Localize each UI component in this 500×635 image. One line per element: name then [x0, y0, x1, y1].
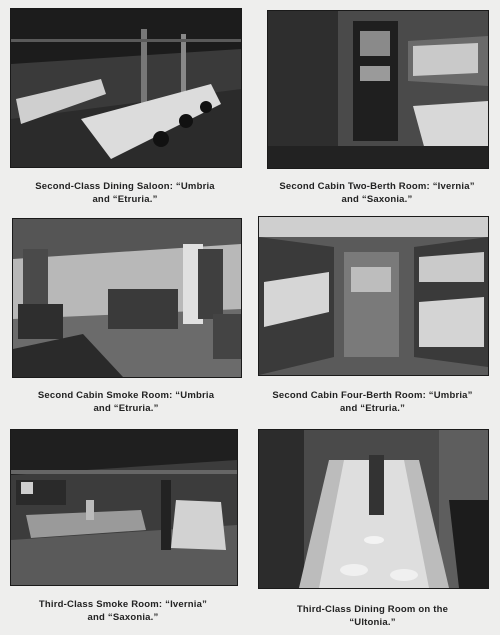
caption-line-1: Third-Class Smoke Room: “Ivernia” — [38, 599, 208, 610]
caption-smoke-room — [12, 389, 240, 415]
photo-dining-saloon — [10, 8, 242, 168]
caption-line-1: Second Cabin Four-Berth Room: “Umbria” — [272, 390, 473, 401]
caption-line-2: and “Saxonia.” — [87, 612, 159, 623]
caption-line-1: Second Cabin Smoke Room: “Umbria — [37, 390, 215, 401]
caption-line-2: and “Etruria.” — [339, 403, 406, 414]
caption-line-1: Third-Class Dining Room on the — [296, 604, 449, 615]
caption-line-2: and “Saxonia.” — [341, 194, 413, 205]
photo-smoke-room — [12, 218, 242, 378]
caption-line-2: and “Etruria.” — [92, 194, 158, 205]
caption-third-class-smoke-room — [10, 598, 236, 624]
photo-third-class-smoke-room — [10, 429, 238, 586]
caption-line-2: and “Etruria.” — [93, 403, 159, 414]
photo-third-class-dining-room — [258, 429, 489, 589]
caption-third-class-dining-room — [258, 603, 487, 629]
caption-line-1: Second-Class Dining Saloon: “Umbria — [35, 181, 215, 192]
photo-two-berth-room — [267, 10, 489, 169]
photo-four-berth-room — [258, 216, 489, 376]
caption-line-2: “Ultonia.” — [349, 617, 396, 628]
caption-four-berth-room — [258, 389, 487, 415]
caption-two-berth-room — [267, 180, 487, 206]
caption-dining-saloon — [10, 180, 240, 206]
caption-line-1: Second Cabin Two-Berth Room: “Ivernia” — [279, 181, 475, 192]
